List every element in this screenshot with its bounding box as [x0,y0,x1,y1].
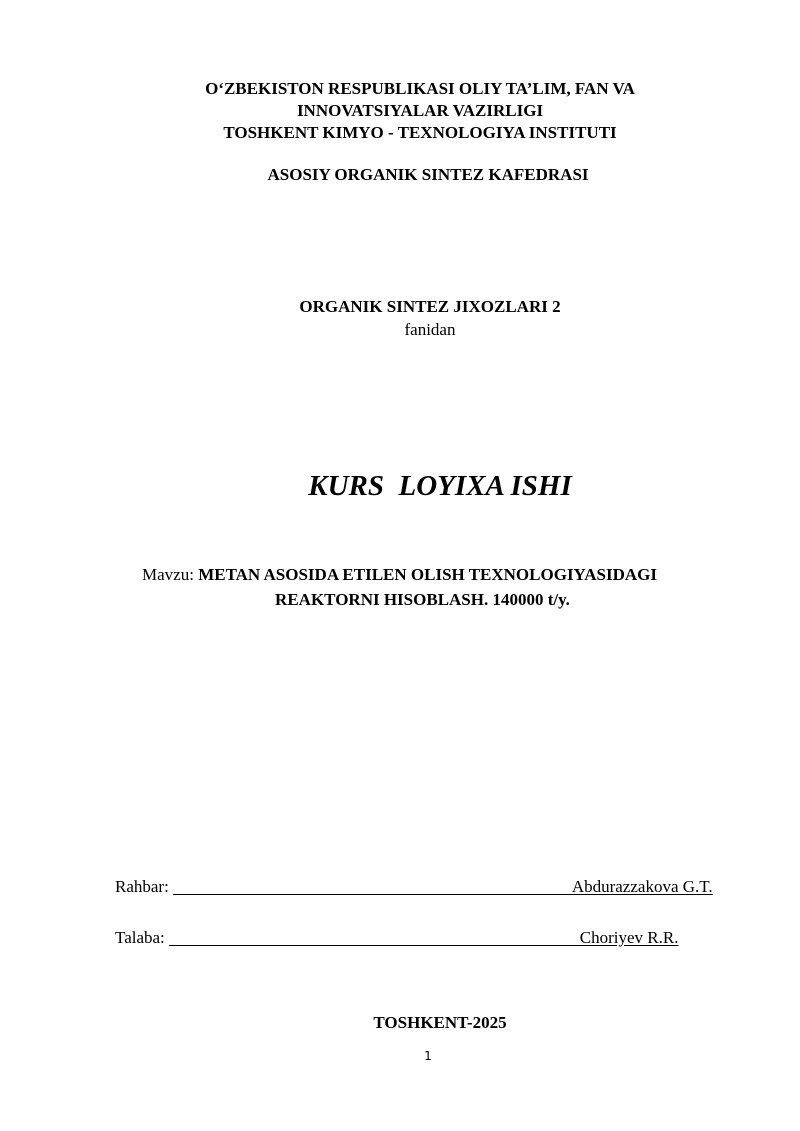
subject-suffix: fanidan [404,320,456,339]
document-title: KURS LOYIXA ISHI [308,470,572,502]
supervisor-name: Abdurazzakova G.T. [571,877,713,896]
student-name: Choriyev R.R. [579,928,679,947]
topic-title-part-2: REAKTORNI HISOBLASH. 140000 t/y. [275,590,570,609]
supervisor-signature-line [173,877,572,895]
ministry-name-line-1: O‘ZBEKISTON RESPUBLIKASI OLIY TA’LIM, FAN VA [205,79,635,98]
department-name: ASOSIY ORGANIK SINTEZ KAFEDRASI [267,165,589,184]
topic-title-part-1: METAN ASOSIDA ETILEN OLISH TEXNOLOGIYASIDAGI [198,565,658,584]
subject-name: ORGANIK SINTEZ JIXOZLARI 2 [299,297,561,316]
student-label: Talaba: [115,928,165,947]
topic-line-1 [142,564,657,585]
student-signature-row [115,927,678,948]
supervisor-signature-row [115,876,713,897]
institute-name: TOSHKENT KIMYO - TEXNOLOGIYA INSTITUTI [223,123,617,142]
page-number: 1 [424,1049,432,1063]
ministry-name-line-2: INNOVATSIYALAR VAZIRLIGI [296,101,544,120]
student-signature-line [169,928,580,946]
supervisor-label: Rahbar: [115,877,169,896]
city-year: TOSHKENT-2025 [373,1013,507,1032]
topic-label: Mavzu: [142,565,199,584]
